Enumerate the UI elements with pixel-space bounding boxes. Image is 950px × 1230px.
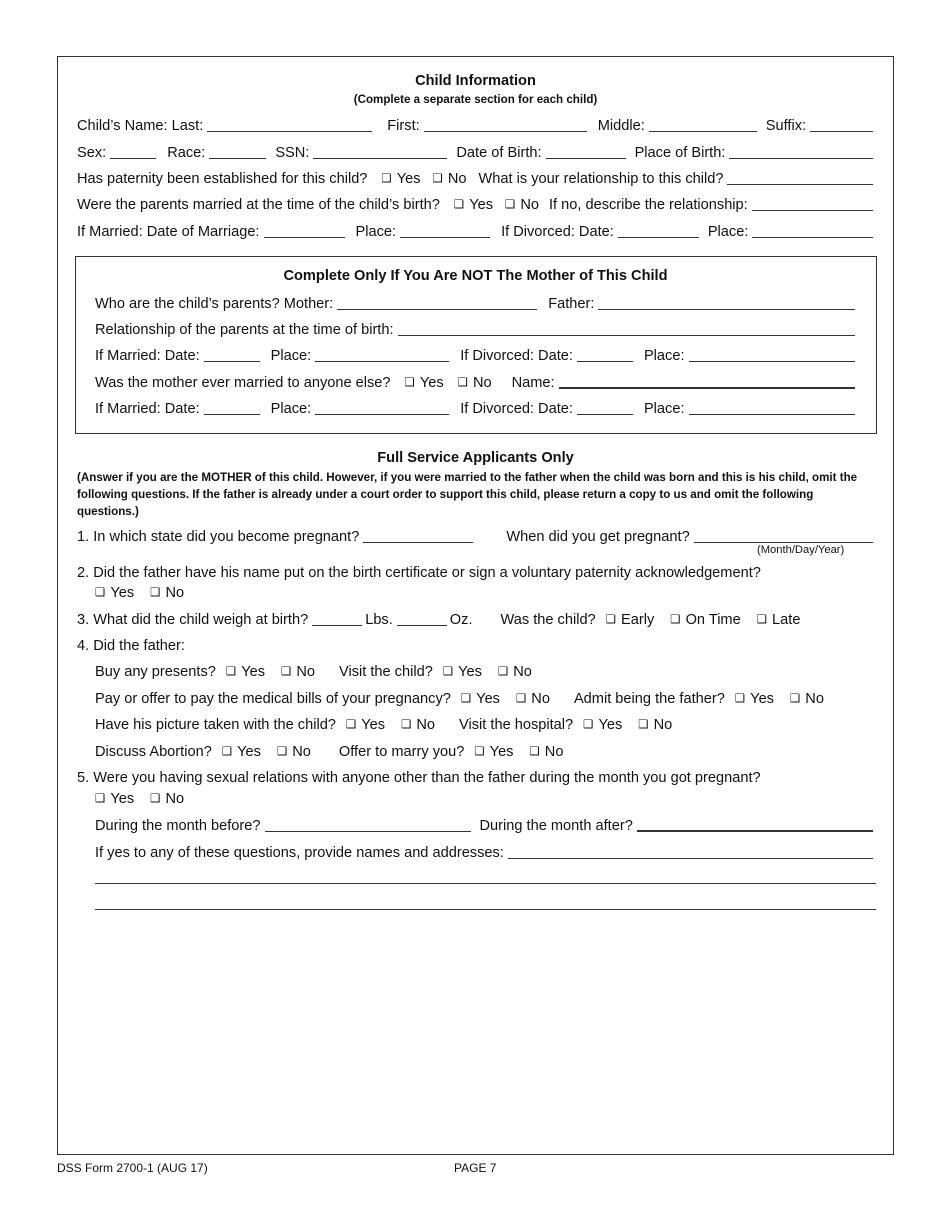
section-title-child-information: Child Information	[415, 73, 536, 89]
section-title-full-service: Full Service Applicants Only	[377, 450, 574, 466]
question-4a-row	[95, 661, 876, 681]
paternity-no-label: No	[447, 171, 467, 187]
question-2-options	[95, 582, 876, 602]
names-addresses-row	[95, 842, 876, 862]
checkbox-icon[interactable]: ❑	[221, 744, 233, 758]
question-4c-row	[95, 688, 876, 708]
parents-divorced-place-field[interactable]	[689, 347, 856, 362]
question-1b-label: When did you get pregnant?	[506, 529, 690, 545]
mother-divorced-date-field[interactable]	[577, 400, 633, 415]
label-place-of-birth: Place of Birth:	[634, 145, 726, 161]
checkbox-icon[interactable]: ❑	[345, 717, 357, 731]
divorce-date-field[interactable]	[618, 223, 699, 238]
child-demographics-row	[77, 142, 876, 162]
checkbox-icon[interactable]: ❑	[734, 691, 746, 705]
label-divorce-place: Place:	[707, 224, 749, 240]
paternity-yes-label: Yes	[396, 171, 421, 187]
section-subtitle: (Complete a separate section for each child)	[353, 93, 598, 106]
parents-relationship-field[interactable]	[398, 321, 855, 336]
mother-married-date-field[interactable]	[204, 400, 260, 415]
oz-label: Oz.	[449, 612, 473, 628]
q4d-yes-label: Yes	[750, 691, 774, 707]
checkbox-icon[interactable]: ❑	[381, 171, 392, 185]
checkbox-icon[interactable]: ❑	[453, 197, 465, 211]
checkbox-icon[interactable]: ❑	[529, 744, 540, 758]
label-divorce-date: If Divorced: Date:	[501, 224, 614, 240]
q4h-label: Offer to marry you?	[338, 744, 465, 760]
q4f-label: Visit the hospital?	[459, 717, 574, 733]
q4h-no-label: No	[544, 744, 564, 760]
q4d-label: Admit being the father?	[573, 691, 725, 707]
question-4-row	[77, 635, 876, 655]
describe-relationship-field[interactable]	[752, 196, 873, 211]
checkbox-icon[interactable]: ❑	[505, 197, 516, 211]
section-title-not-mother: Complete Only If You Are NOT The Mother of This Child	[283, 268, 668, 284]
spouse-name-field[interactable]	[559, 373, 855, 389]
mother-other-marriage-row	[95, 372, 858, 392]
q4b-label: Visit the child?	[338, 664, 433, 680]
q4g-no-label: No	[292, 744, 311, 760]
question-5-options	[95, 788, 876, 808]
question-2-label: 2. Did the father have his name put on the birth certificate or sign a voluntary paternity acknowledgement?	[77, 565, 761, 581]
lbs-label: Lbs.	[365, 612, 393, 628]
checkbox-icon[interactable]: ❑	[460, 691, 472, 705]
q4d-no-label: No	[805, 691, 824, 707]
early-label: Early	[621, 612, 655, 628]
married-at-birth-question: Were the parents married at the time of the child’s birth?	[77, 197, 440, 213]
suffix-field[interactable]	[810, 117, 873, 132]
on-time-label: On Time	[685, 612, 741, 628]
paternity-question: Has paternity been established for this child?	[77, 171, 368, 187]
question-3-label: 3. What did the child weigh at birth?	[77, 612, 309, 628]
label-married-place: Place:	[270, 401, 312, 417]
label-spouse-name: Name:	[511, 375, 555, 391]
q4a-no-label: No	[296, 664, 315, 680]
checkbox-icon[interactable]: ❑	[150, 585, 161, 599]
label-suffix: Suffix:	[765, 118, 807, 134]
checkbox-icon[interactable]: ❑	[670, 612, 681, 626]
checkbox-icon[interactable]: ❑	[442, 664, 454, 678]
label-date-of-marriage: If Married: Date of Marriage:	[77, 224, 260, 240]
ssn-field[interactable]	[313, 144, 447, 159]
label-first-name: First:	[387, 118, 420, 134]
label-divorced-place: Place:	[643, 401, 685, 417]
checkbox-icon[interactable]: ❑	[95, 791, 106, 805]
q4g-label: Discuss Abortion?	[95, 744, 212, 760]
label-marriage-place: Place:	[355, 224, 397, 240]
month-before-field[interactable]	[265, 817, 471, 832]
checkbox-icon[interactable]: ❑	[404, 375, 415, 389]
month-after-field[interactable]	[637, 816, 873, 832]
q4c-label: Pay or offer to pay the medical bills of your pregnancy?	[95, 691, 451, 707]
married-yes-label: Yes	[469, 197, 493, 213]
birth-weight-oz-field[interactable]	[397, 611, 447, 626]
sex-field[interactable]	[110, 144, 156, 159]
parents-married-place-field[interactable]	[315, 347, 449, 362]
label-last-name: Child’s Name: Last:	[77, 118, 204, 134]
month-before-label: During the month before?	[95, 818, 261, 834]
q2-no-label: No	[165, 585, 185, 601]
mother-divorced-place-field[interactable]	[689, 400, 856, 415]
q4f-no-label: No	[653, 717, 673, 733]
q4b-yes-label: Yes	[458, 664, 482, 680]
checkbox-icon[interactable]: ❑	[225, 664, 237, 678]
paternity-row	[77, 168, 876, 188]
mother-married-no-label: No	[472, 375, 492, 391]
label-divorced-date: If Divorced: Date:	[460, 401, 573, 417]
married-at-birth-row	[77, 194, 876, 214]
checkbox-icon[interactable]: ❑	[474, 744, 485, 758]
q4c-no-label: No	[531, 691, 550, 707]
father-name-field[interactable]	[598, 295, 855, 310]
q4e-yes-label: Yes	[361, 717, 386, 733]
label-ssn: SSN:	[275, 145, 310, 161]
divorce-place-field[interactable]	[752, 223, 873, 238]
full-service-instructions: (Answer if you are the MOTHER of this child. However, if you were married to the father when the child was born and this is his child, omit the following questions. If the father is already under a court order to support this child, please return a copy to us and omit the following questions.)	[77, 471, 858, 518]
checkbox-icon[interactable]: ❑	[432, 171, 443, 185]
names-addresses-line-3[interactable]	[95, 909, 876, 910]
married-no-label: No	[520, 197, 539, 213]
last-name-field[interactable]	[207, 117, 372, 132]
describe-relationship-label: If no, describe the relationship:	[548, 197, 748, 213]
checkbox-icon[interactable]: ❑	[583, 717, 594, 731]
label-sex: Sex:	[77, 145, 107, 161]
question-4g-row	[95, 741, 876, 761]
question-5-label: 5. Were you having sexual relations with anyone other than the father during the month you got pregnant?	[77, 770, 761, 786]
parents-row	[95, 293, 858, 313]
race-field[interactable]	[209, 144, 266, 159]
middle-name-field[interactable]	[649, 117, 757, 132]
label-married-date: If Married: Date:	[95, 401, 200, 417]
label-parents-relationship: Relationship of the parents at the time of birth:	[95, 322, 394, 338]
q5-yes-label: Yes	[110, 791, 135, 807]
question-3b-label: Was the child?	[500, 612, 596, 628]
q2-yes-label: Yes	[110, 585, 135, 601]
place-of-birth-field[interactable]	[729, 144, 873, 159]
label-divorced-place: Place:	[643, 348, 685, 364]
q4e-label: Have his picture taken with the child?	[95, 717, 336, 733]
q4g-yes-label: Yes	[237, 744, 261, 760]
first-name-field[interactable]	[424, 117, 587, 132]
q4b-no-label: No	[513, 664, 532, 680]
mother-marriage-row	[95, 398, 858, 418]
date-of-birth-field[interactable]	[546, 144, 626, 159]
checkbox-icon[interactable]: ❑	[756, 612, 768, 626]
pregnancy-state-field[interactable]	[363, 528, 473, 543]
names-addresses-line-2[interactable]	[95, 883, 876, 884]
question-3-row	[77, 609, 876, 629]
q4a-yes-label: Yes	[241, 664, 266, 680]
names-addresses-field[interactable]	[508, 844, 873, 859]
month-after-label: During the month after?	[479, 818, 633, 834]
checkbox-icon[interactable]: ❑	[605, 612, 616, 626]
relationship-question: What is your relationship to this child?	[478, 171, 724, 187]
label-married-date: If Married: Date:	[95, 348, 200, 364]
label-race: Race:	[167, 145, 206, 161]
page-number: PAGE 7	[454, 1161, 497, 1175]
mother-married-place-field[interactable]	[315, 400, 449, 415]
checkbox-icon[interactable]: ❑	[150, 791, 161, 805]
checkbox-icon[interactable]: ❑	[401, 717, 412, 731]
question-1-row	[77, 526, 876, 546]
label-mother: Who are the child’s parents? Mother:	[95, 296, 334, 312]
birth-weight-lbs-field[interactable]	[312, 611, 362, 626]
parents-married-date-field[interactable]	[204, 347, 260, 362]
question-5-row	[77, 767, 876, 787]
question-4-label: 4. Did the father:	[77, 638, 185, 654]
checkbox-icon[interactable]: ❑	[276, 744, 288, 758]
date-of-marriage-field[interactable]	[264, 223, 345, 238]
q4f-yes-label: Yes	[598, 717, 623, 733]
question-1-label: 1. In which state did you become pregnant?	[77, 529, 360, 545]
label-father: Father:	[548, 296, 595, 312]
q4a-label: Buy any presents?	[95, 664, 216, 680]
checkbox-icon[interactable]: ❑	[457, 375, 468, 389]
q4e-no-label: No	[416, 717, 436, 733]
label-divorced-date: If Divorced: Date:	[460, 348, 573, 364]
pregnancy-date-field[interactable]	[694, 528, 873, 543]
checkbox-icon[interactable]: ❑	[789, 691, 801, 705]
parents-marriage-row	[95, 345, 858, 365]
date-format-hint: (Month/Day/Year)	[757, 544, 845, 556]
question-2-row	[77, 562, 876, 582]
label-date-of-birth: Date of Birth:	[456, 145, 542, 161]
form-id: DSS Form 2700-1 (AUG 17)	[57, 1161, 208, 1175]
relationship-field[interactable]	[727, 170, 873, 185]
mother-married-yes-label: Yes	[419, 375, 444, 391]
label-married-place: Place:	[270, 348, 312, 364]
mother-other-marriage-question: Was the mother ever married to anyone else?	[95, 375, 391, 391]
checkbox-icon[interactable]: ❑	[638, 717, 649, 731]
marriage-place-field[interactable]	[400, 223, 490, 238]
q4c-yes-label: Yes	[476, 691, 500, 707]
checkbox-icon[interactable]: ❑	[497, 664, 509, 678]
q5-no-label: No	[165, 791, 185, 807]
checkbox-icon[interactable]: ❑	[281, 664, 292, 678]
names-addresses-label: If yes to any of these questions, provide names and addresses:	[95, 845, 504, 861]
mother-name-field[interactable]	[337, 295, 537, 310]
parents-divorced-date-field[interactable]	[577, 347, 633, 362]
checkbox-icon[interactable]: ❑	[515, 691, 527, 705]
label-middle-name: Middle:	[597, 118, 645, 134]
question-4e-row	[95, 714, 876, 734]
marriage-divorce-row	[77, 221, 876, 241]
child-name-row	[77, 115, 876, 135]
checkbox-icon[interactable]: ❑	[95, 585, 106, 599]
month-before-after-row	[95, 815, 876, 835]
parents-relationship-row	[95, 319, 858, 339]
q4h-yes-label: Yes	[489, 744, 514, 760]
late-label: Late	[772, 612, 801, 628]
